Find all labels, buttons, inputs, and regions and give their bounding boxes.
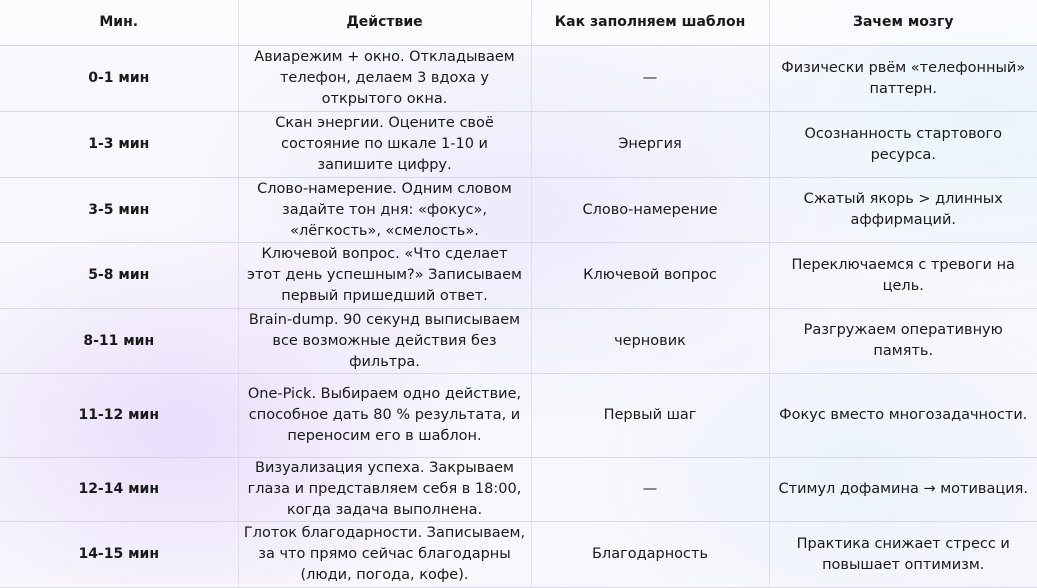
cell-action: Визуализация успеха. Закрываем глаза и представляем себя в 18:00, когда задача выполнена.	[238, 458, 531, 522]
cell-why: Стимул дофамина → мотивация.	[769, 458, 1037, 522]
cell-action: Глоток благодарности. Записываем, за что прямо сейчас благодарны (люди, погода, кофе).	[238, 522, 531, 588]
table-row	[0, 112, 1037, 178]
cell-why: Практика снижает стресс и повышает оптимизм.	[769, 522, 1037, 588]
cell-minutes: 11-12 мин	[0, 374, 238, 458]
cell-template: Первый шаг	[531, 374, 769, 458]
cell-template: —	[531, 46, 769, 112]
cell-why: Фокус вместо многозадачности.	[769, 374, 1037, 458]
cell-template: Благодарность	[531, 522, 769, 588]
cell-minutes: 0-1 мин	[0, 46, 238, 112]
cell-minutes: 14-15 мин	[0, 522, 238, 588]
cell-template: Слово-намерение	[531, 178, 769, 243]
cell-action: Brain-dump. 90 секунд выписываем все возможные действия без фильтра.	[238, 309, 531, 374]
cell-template: черновик	[531, 309, 769, 374]
cell-why: Физически рвём «телефонный» паттерн.	[769, 46, 1037, 112]
header-minutes: Мин.	[0, 0, 238, 46]
cell-minutes: 5-8 мин	[0, 243, 238, 309]
table-row	[0, 309, 1037, 374]
cell-action: Слово-намерение. Одним словом задайте тон дня: «фокус», «лёгкость», «смелость».	[238, 178, 531, 243]
header-why: Зачем мозгу	[769, 0, 1037, 46]
cell-why: Разгружаем оперативную память.	[769, 309, 1037, 374]
cell-why: Переключаемся с тревоги на цель.	[769, 243, 1037, 309]
cell-minutes: 8-11 мин	[0, 309, 238, 374]
cell-template: —	[531, 458, 769, 522]
cell-action: Ключевой вопрос. «Что сделает этот день успешным?» Записываем первый пришедший ответ.	[238, 243, 531, 309]
cell-action: One-Pick. Выбираем одно действие, способное дать 80 % результата, и переносим его в шаблон.	[238, 374, 531, 458]
table-row	[0, 178, 1037, 243]
header-template: Как заполняем шаблон	[531, 0, 769, 46]
header-action: Действие	[238, 0, 531, 46]
cell-why: Осознанность стартового ресурса.	[769, 112, 1037, 178]
cell-why: Сжатый якорь > длинных аффирмаций.	[769, 178, 1037, 243]
cell-template: Ключевой вопрос	[531, 243, 769, 309]
table-row	[0, 458, 1037, 522]
cell-template: Энергия	[531, 112, 769, 178]
cell-minutes: 3-5 мин	[0, 178, 238, 243]
cell-action: Авиарежим + окно. Откладываем телефон, делаем 3 вдоха у открытого окна.	[238, 46, 531, 112]
table-row	[0, 522, 1037, 588]
cell-minutes: 12-14 мин	[0, 458, 238, 522]
table-row	[0, 46, 1037, 112]
table-row	[0, 374, 1037, 458]
table-header-row	[0, 0, 1037, 46]
table-row	[0, 243, 1037, 309]
cell-action: Скан энергии. Оцените своё состояние по шкале 1-10 и запишите цифру.	[238, 112, 531, 178]
cell-minutes: 1-3 мин	[0, 112, 238, 178]
